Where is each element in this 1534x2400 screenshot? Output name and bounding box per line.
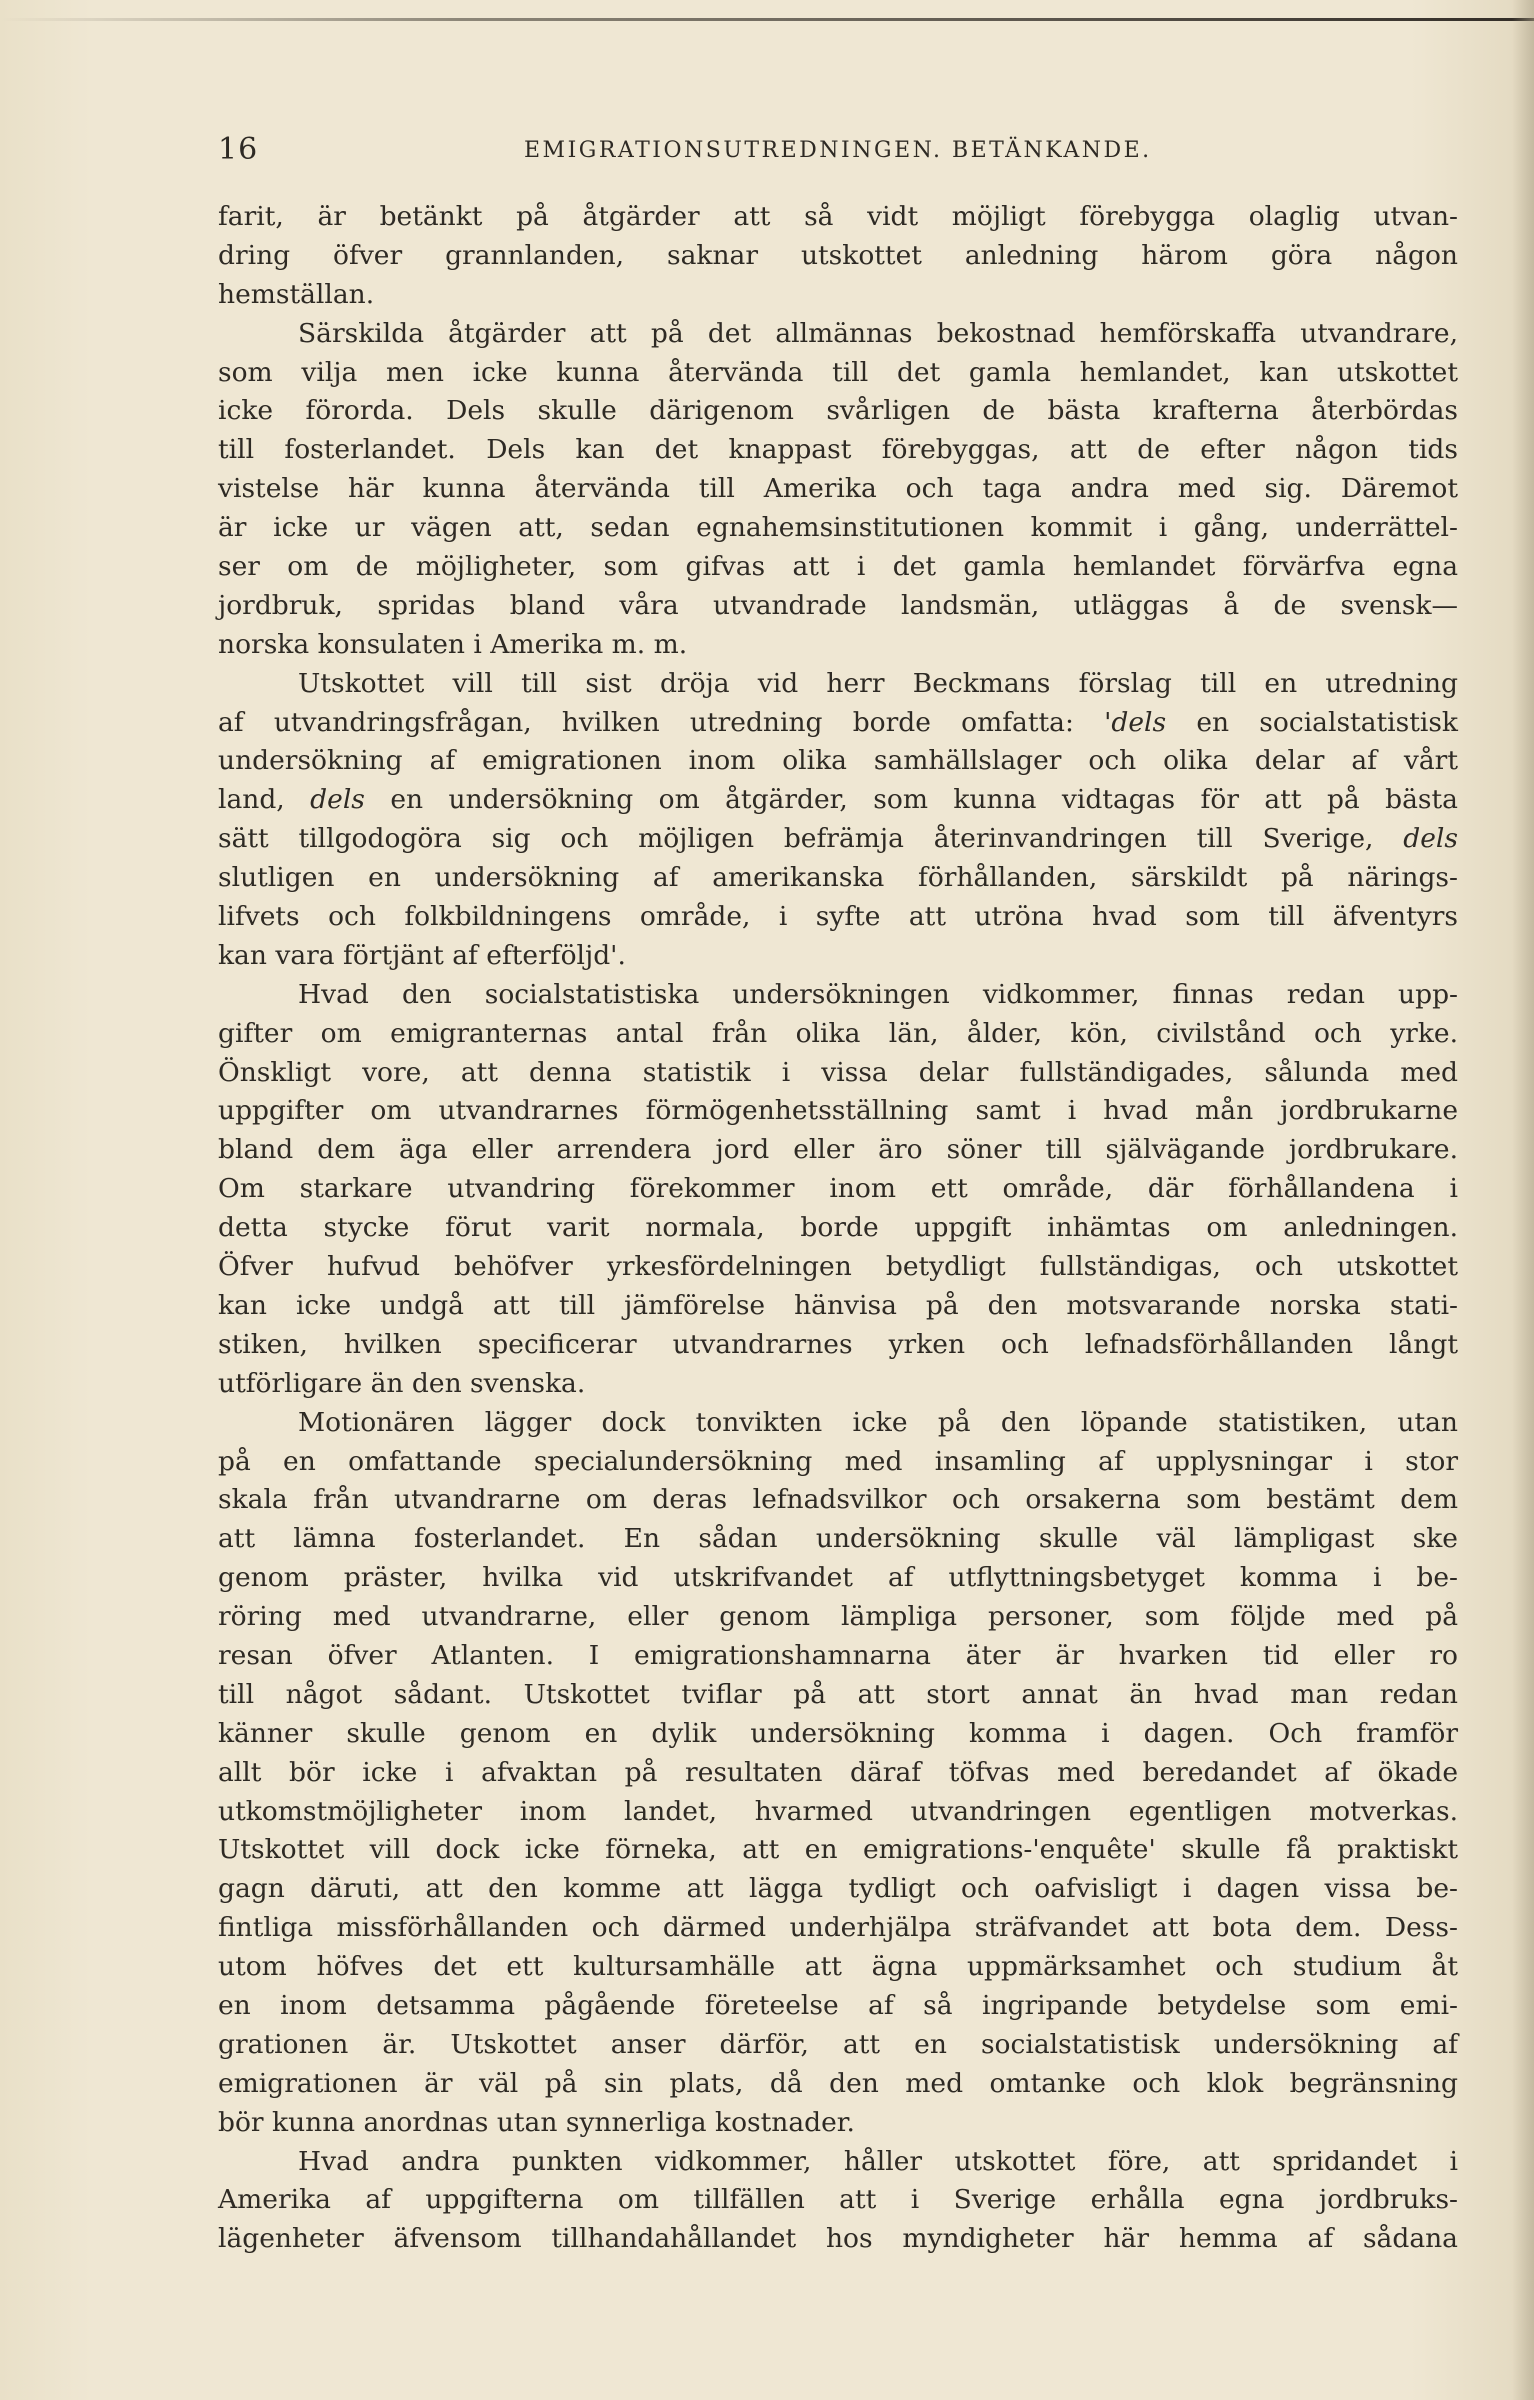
line-text: en inom detsamma pågående företeelse af så ingripande betydelse som emi- [218, 1989, 1458, 2021]
line-text: detta stycke förut varit normala, borde uppgift inhämtas om anledningen. [218, 1212, 1458, 1244]
line-text: bland dem äga eller arrendera jord eller äro söner till självägande jordbrukare. [218, 1134, 1458, 1166]
line-text: på en omfattande specialundersökning med insamling af upplysningar i stor [218, 1445, 1458, 1477]
page-number: 16 [218, 132, 259, 167]
line-text: gagn däruti, att den komme att lägga tydligt och oafvisligt i dagen vissa be- [218, 1873, 1458, 1905]
page-edge-shadow [1512, 0, 1534, 2400]
text-line [218, 820, 1458, 859]
text-line [218, 587, 1458, 626]
text-line [218, 1715, 1458, 1754]
line-text: ser om de möjligheter, som gifvas att i det gamla hemlandet förvärfva egna [218, 551, 1458, 583]
body-text [218, 198, 1458, 2259]
line-text-continued: en undersökning om åtgärder, som kunna vidtagas för att på bästa [364, 784, 1458, 816]
line-italic-word: dels [1403, 823, 1458, 855]
text-line [218, 1754, 1458, 1793]
line-text: kan icke undgå att till jämförelse hänvisa på den motsvarande norska stati- [218, 1289, 1458, 1321]
text-line [218, 2181, 1458, 2220]
text-line [218, 1520, 1458, 1559]
line-text: lifvets och folkbildningens område, i syfte att utröna hvad som till äfventyrs [218, 901, 1458, 933]
text-line [218, 1481, 1458, 1520]
text-line [218, 2065, 1458, 2104]
text-line [218, 1326, 1458, 1365]
text-line [218, 2143, 1458, 2182]
line-text: af utvandringsfrågan, hvilken utredning borde omfatta: ' [218, 706, 1112, 738]
text-line [218, 781, 1458, 820]
line-text: att lämna fosterlandet. En sådan undersökning skulle väl lämpligast ske [218, 1523, 1458, 1555]
text-line [218, 937, 1458, 976]
line-text: som vilja men icke kunna återvända till det gamla hemlandet, kan utskottet [218, 356, 1458, 388]
line-text: Motionären lägger dock tonvikten icke på den löpande statistiken, utan [298, 1406, 1458, 1438]
text-line [218, 1170, 1458, 1209]
line-italic-word: dels [310, 784, 365, 816]
line-text: resan öfver Atlanten. I emigrationshamnarna äter är hvarken tid eller ro [218, 1639, 1458, 1671]
running-head: EMIGRATIONSUTREDNINGEN. BETÄNKANDE. [524, 138, 1152, 163]
line-text: till något sådant. Utskottet tviflar på att stort annat än hvad man redan [218, 1678, 1458, 1710]
text-line [218, 1015, 1458, 1054]
text-line [218, 1287, 1458, 1326]
text-line [218, 976, 1458, 1015]
text-line [218, 1092, 1458, 1131]
text-line [218, 1365, 1458, 1404]
line-text: grationen är. Utskottet anser därför, att en socialstatistisk undersökning af [218, 2028, 1458, 2060]
text-line [218, 1909, 1458, 1948]
line-text: känner skulle genom en dylik undersökning komma i dagen. Och framför [218, 1717, 1458, 1749]
line-text: sätt tillgodogöra sig och möjligen befrämja återinvandringen till Sverige, [218, 823, 1404, 855]
line-text: slutligen en undersökning af amerikanska förhållanden, särskildt på närings- [218, 862, 1458, 894]
line-text: utom höfves det ett kultursamhälle att ägna uppmärksamhet och studium åt [218, 1951, 1458, 1983]
text-line [218, 1831, 1458, 1870]
text-line [218, 1948, 1458, 1987]
line-text: röring med utvandrarne, eller genom lämpliga personer, som följde med på [218, 1601, 1458, 1633]
text-line [218, 1598, 1458, 1637]
text-line [218, 2026, 1458, 2065]
text-line [218, 392, 1458, 431]
line-text: farit, är betänkt på åtgärder att så vidt möjligt förebygga olaglig utvan- [218, 201, 1458, 232]
line-text: Särskilda åtgärder att på det allmännas bekostnad hemförskaffa utvandrare, [298, 317, 1458, 349]
line-text-continued: en socialstatistisk [1166, 706, 1458, 738]
line-italic-word: dels [1111, 706, 1167, 738]
text-line [218, 898, 1458, 937]
line-text: Öfver hufvud behöfver yrkesfördelningen betydligt fullständigas, och utskottet [218, 1251, 1458, 1283]
page-header [218, 128, 1488, 172]
line-text: norska konsulaten i Amerika m. m. [218, 628, 688, 660]
text-line [218, 1637, 1458, 1676]
line-text: undersökning af emigrationen inom olika samhällslager och olika delar af vårt [218, 745, 1458, 777]
text-line [218, 1793, 1458, 1832]
line-text: uppgifter om utvandrarnes förmögenhetsställning samt i hvad mån jordbrukarne [218, 1095, 1458, 1127]
line-text: skala från utvandrarne om deras lefnadsvilkor och orsakerna som bestämt dem [218, 1484, 1458, 1516]
text-line [218, 1870, 1458, 1909]
line-text: stiken, hvilken specificerar utvandrarnes yrken och lefnadsförhållanden långt [218, 1328, 1458, 1360]
line-text: emigrationen är väl på sin plats, då den med omtanke och klok begränsning [218, 2067, 1458, 2099]
line-text: gifter om emigranternas antal från olika län, ålder, kön, civilstånd och yrke. [218, 1017, 1458, 1049]
line-text: utförligare än den svenska. [218, 1367, 586, 1399]
line-text: genom präster, hvilka vid utskrifvandet af utflyttningsbetyget komma i be- [218, 1562, 1458, 1594]
text-line [218, 1404, 1458, 1443]
text-line [218, 1248, 1458, 1287]
text-line [218, 742, 1458, 781]
line-text: är icke ur vägen att, sedan egnahemsinstitutionen kommit i gång, underrättel- [218, 512, 1458, 544]
line-text: Utskottet vill dock icke förneka, att en emigrations-'enquête' skulle få praktiskt [218, 1834, 1458, 1866]
line-text: dring öfver grannlanden, saknar utskottet anledning härom göra någon [218, 239, 1458, 271]
text-line [218, 431, 1458, 470]
text-line [218, 1676, 1458, 1715]
text-line [218, 2220, 1458, 2259]
line-text: icke förorda. Dels skulle därigenom svårligen de bästa krafterna återbördas [218, 395, 1458, 427]
text-line [218, 665, 1458, 704]
text-line [218, 1443, 1458, 1482]
line-text: allt bör icke i afvaktan på resultaten däraf töfvas med beredandet af ökade [218, 1756, 1458, 1788]
text-line [218, 548, 1458, 587]
line-text: Hvad andra punkten vidkommer, håller utskottet före, att spridandet i [298, 2145, 1458, 2177]
text-line [218, 509, 1458, 548]
line-text: till fosterlandet. Dels kan det knappast förebyggas, att de efter någon tids [218, 434, 1458, 466]
text-line [218, 276, 1458, 315]
line-text: lägenheter äfvensom tillhandahållandet hos myndigheter här hemma af sådana [218, 2223, 1458, 2255]
text-line [218, 1987, 1458, 2026]
text-line [218, 237, 1458, 276]
text-line [218, 2104, 1458, 2143]
line-text: hemställan. [218, 278, 375, 310]
line-text: Amerika af uppgifterna om tillfällen att i Sverige erhålla egna jordbruks- [218, 2184, 1458, 2216]
line-text: Utskottet vill till sist dröja vid herr Beckmans förslag till en utredning [298, 667, 1458, 699]
line-text: bör kunna anordnas utan synnerliga kostnader. [218, 2106, 855, 2138]
text-line [218, 315, 1458, 354]
line-text: Hvad den socialstatistiska undersökningen vidkommer, finnas redan upp- [298, 978, 1458, 1010]
top-edge-rule [0, 18, 1534, 21]
line-text: Om starkare utvandring förekommer inom ett område, där förhållandena i [218, 1173, 1458, 1205]
line-text: vistelse här kunna återvända till Amerika och taga andra med sig. Däremot [218, 473, 1458, 505]
line-text: utkomstmöjligheter inom landet, hvarmed utvandringen egentligen motverkas. [218, 1795, 1458, 1827]
line-text: land, [218, 784, 311, 816]
text-line [218, 626, 1458, 665]
line-text: jordbruk, spridas bland våra utvandrade landsmän, utläggas å de svensk— [218, 589, 1458, 621]
line-text: kan vara förtjänt af efterföljd'. [218, 939, 626, 971]
text-line [218, 859, 1458, 898]
text-line [218, 354, 1458, 393]
text-line [218, 1131, 1458, 1170]
line-text: Önskligt vore, att denna statistik i vissa delar fullständigades, sålunda med [218, 1056, 1458, 1088]
text-line [218, 704, 1458, 743]
text-line [218, 1559, 1458, 1598]
text-line [218, 1054, 1458, 1093]
text-line [218, 1209, 1458, 1248]
line-text: fintliga missförhållanden och därmed underhjälpa sträfvandet att bota dem. Dess- [218, 1912, 1458, 1944]
text-line [218, 470, 1458, 509]
text-line [218, 198, 1458, 237]
